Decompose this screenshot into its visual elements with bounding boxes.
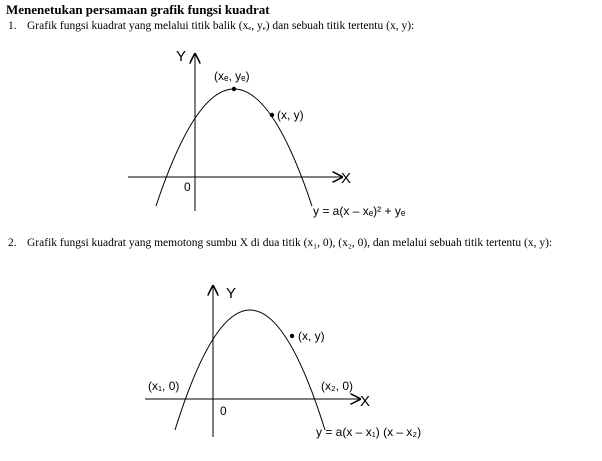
list-item-number: 2. — [8, 237, 17, 249]
root2-label: (x₂, 0) — [321, 379, 353, 393]
list-item-number: 1. — [8, 20, 17, 32]
parabola-2 — [175, 310, 325, 430]
given-point-1 — [270, 113, 274, 117]
point-label-1: (x, y) — [277, 108, 304, 122]
vertex-label: (xₑ, yₑ) — [214, 69, 250, 83]
vertex-point — [232, 87, 236, 91]
graph-1 — [128, 48, 406, 218]
given-point-2 — [290, 334, 294, 338]
origin-label-1: 0 — [184, 180, 191, 194]
y-axis-label-2: Y — [226, 285, 237, 302]
x-axis-label-1: X — [341, 170, 352, 187]
graph-2 — [145, 285, 421, 439]
root1-label: (x₁, 0) — [148, 379, 180, 393]
x-axis-label-2: X — [360, 393, 371, 410]
list-item-text: Grafik fungsi kuadrat yang melalui titik balik (xₑ, yₑ) dan sebuah titik tertentu (x, y): — [27, 20, 415, 32]
point-label-2: (x, y) — [298, 329, 325, 343]
equation-1: y = a(x – xₑ)² + yₑ — [313, 204, 406, 218]
section-heading: Menenetukan persamaan grafik fungsi kuadrat — [6, 2, 270, 17]
y-axis-label-1: Y — [176, 48, 187, 65]
parabola-1 — [156, 89, 312, 206]
list-item-text: Grafik fungsi kuadrat yang memotong sumbu X di dua titik (x₁, 0), (x₂, 0), dan melalui sebuah titik tertentu (x, y): — [27, 237, 553, 249]
origin-label-2: 0 — [220, 404, 227, 418]
equation-2: y = a(x – x₁) (x – x₂) — [316, 425, 422, 439]
